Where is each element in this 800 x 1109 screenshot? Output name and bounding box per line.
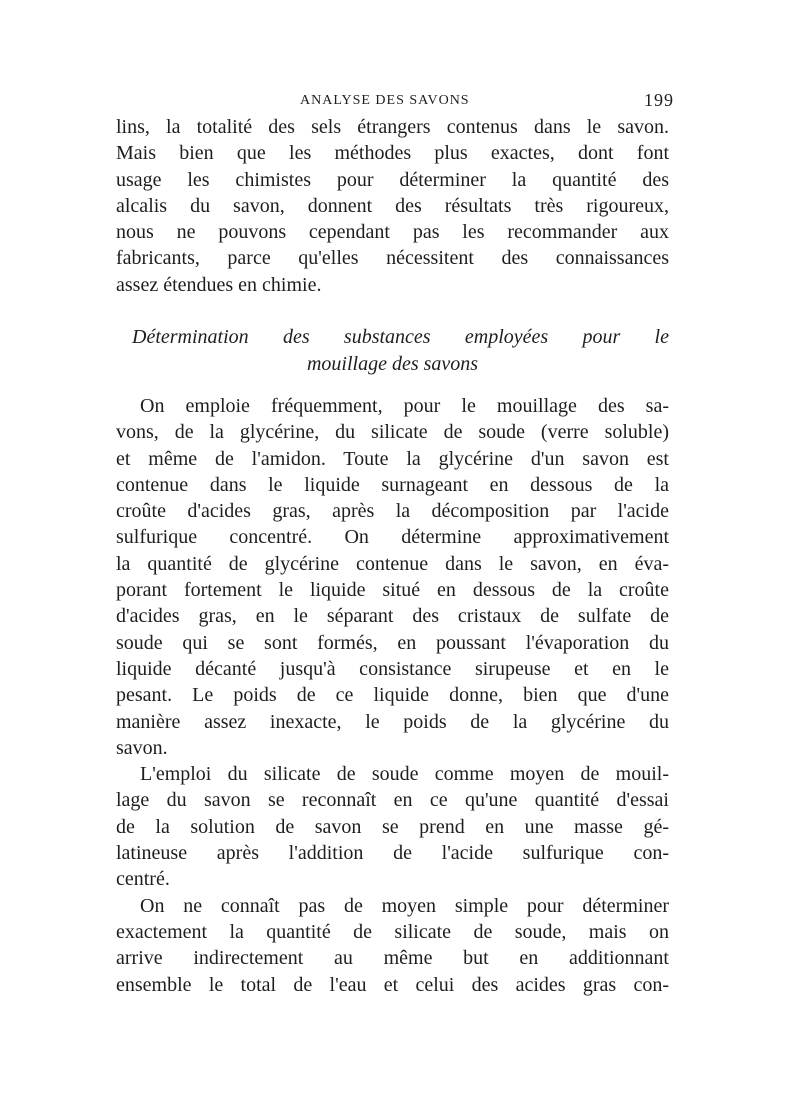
text-line: lage du savon se reconnaît en ce qu'une quantité d'essai	[116, 789, 669, 812]
text-line: assez étendues en chimie.	[116, 273, 322, 296]
text-line: fabricants, parce qu'elles nécessitent des connaissances	[116, 247, 669, 270]
text-line: exactement la quantité de silicate de soude, mais on	[116, 920, 669, 943]
text-line: et même de l'amidon. Toute la glycérine d'un savon est	[116, 447, 669, 470]
running-title: ANALYSE DES SAVONS	[300, 93, 470, 108]
paragraph-continuation	[116, 114, 669, 298]
text-line: contenue dans le liquide surnageant en dessous de la	[116, 473, 669, 496]
section-heading	[116, 324, 669, 378]
section-body	[116, 393, 669, 998]
text-line: sulfurique concentré. On détermine approximativement	[116, 526, 669, 549]
text-line: On emploie fréquemment, pour le mouillage des sa-	[140, 395, 669, 417]
text-line: alcalis du savon, donnent des résultats très rigoureux,	[116, 194, 669, 217]
text-line: croûte d'acides gras, après la décomposition par l'acide	[116, 500, 669, 523]
text-line: Mais bien que les méthodes plus exactes, dont font	[116, 142, 669, 165]
page-number: 199	[644, 90, 674, 110]
text-line: manière assez inexacte, le poids de la glycérine du	[116, 710, 669, 733]
text-line: vons, de la glycérine, du silicate de soude (verre soluble)	[116, 421, 669, 444]
text-line: savon.	[116, 736, 168, 759]
text-line: nous ne pouvons cependant pas les recommander aux	[116, 221, 669, 244]
text-line: de la solution de savon se prend en une masse gé-	[116, 815, 669, 838]
section-heading-line: mouillage des savons	[306, 353, 479, 375]
text-line: soude qui se sont formés, en poussant l'évaporation du	[116, 631, 669, 654]
text-line: L'emploi du silicate de soude comme moyen de mouil-	[140, 763, 669, 786]
text-line: pesant. Le poids de ce liquide donne, bien que d'une	[116, 684, 669, 707]
text-line: centré.	[116, 868, 170, 891]
text-line: arrive indirectement au même but en additionnant	[116, 947, 669, 970]
text-line: ensemble le total de l'eau et celui des acides gras con-	[116, 973, 669, 996]
text-line: latineuse après l'addition de l'acide sulfurique con-	[116, 842, 669, 865]
running-head	[0, 90, 800, 112]
text-line: usage les chimistes pour déterminer la quantité des	[116, 168, 669, 191]
text-line: liquide décanté jusqu'à consistance sirupeuse et en le	[116, 657, 669, 680]
section-heading-line: Détermination des substances employées pour le	[132, 326, 669, 348]
text-line: On ne connaît pas de moyen simple pour déterminer	[140, 894, 669, 917]
text-line: la quantité de glycérine contenue dans le savon, en éva-	[116, 552, 669, 575]
text-line: porant fortement le liquide situé en dessous de la croûte	[116, 579, 669, 602]
text-line: lins, la totalité des sels étrangers contenus dans le savon.	[116, 116, 669, 138]
text-line: d'acides gras, en le séparant des cristaux de sulfate de	[116, 605, 669, 628]
